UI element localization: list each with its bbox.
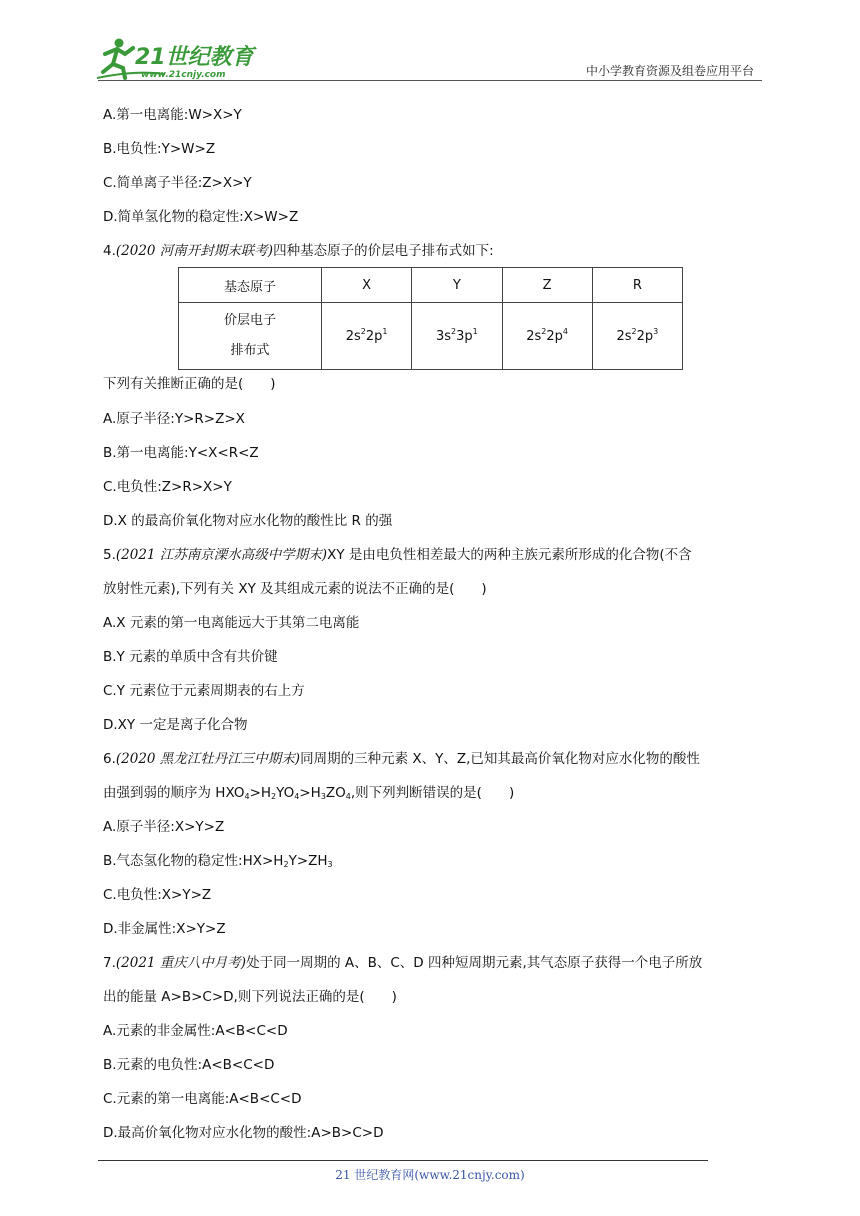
table-header-row bbox=[179, 268, 683, 303]
row-label-line-1: 价层电子 bbox=[223, 313, 276, 328]
q5-option-a: A.X 元素的第一电离能远大于其第二电离能 bbox=[103, 615, 360, 631]
q3-option-a: A.第一电离能:W>X>Y bbox=[103, 107, 242, 123]
q5-stem-line-2: 放射性元素),下列有关 XY 及其组成元素的说法不正确的是( ) bbox=[103, 581, 487, 597]
q6-stem-line-2: 由强到弱的顺序为 $HXO_4>H_2YO_4>H_3ZO_4$,则下列判断错误的是( ) bbox=[103, 785, 515, 801]
q4-option-c: C.电负性:Z>R>X>Y bbox=[103, 479, 232, 495]
q6-number: 6. bbox=[103, 751, 116, 767]
q5-option-d: D.XY 一定是离子化合物 bbox=[103, 717, 248, 733]
q6-stem-text: 同周期的三种元素 X、Y、Z,已知其最高价氧化物对应水化物的酸性 bbox=[300, 751, 700, 767]
site-logo bbox=[95, 34, 265, 82]
q5-stem-text: XY 是由电负性相差最大的两种主族元素所形成的化合物(不含 bbox=[327, 547, 692, 563]
q6-option-a: A.原子半径:X>Y>Z bbox=[103, 819, 225, 835]
config-x: $2s^22p^1$ bbox=[322, 303, 412, 370]
table-atom-r: R bbox=[592, 268, 682, 303]
q4-option-d: D.X 的最高价氧化物对应水化物的酸性比 R 的强 bbox=[103, 513, 393, 529]
acid-hxo4: $HXO_4$ bbox=[215, 785, 250, 801]
q3-option-d: D.简单氢化物的稳定性:X>W>Z bbox=[103, 209, 299, 225]
table-atom-z: Z bbox=[502, 268, 592, 303]
logo-url: www.21cnjy.com bbox=[141, 70, 226, 80]
q5-number: 5. bbox=[103, 547, 116, 563]
q7-stem-line-1 bbox=[103, 954, 702, 972]
table-head-label: 基态原子 bbox=[179, 268, 322, 303]
acid-h2yo4: $H_2YO_4$ bbox=[260, 785, 300, 801]
logo-text: 21世纪教育 bbox=[135, 45, 254, 70]
table-config-row bbox=[179, 303, 683, 370]
q3-option-c: C.简单离子半径:Z>X>Y bbox=[103, 175, 252, 191]
q7-option-a: A.元素的非金属性:A<B<C<D bbox=[103, 1023, 288, 1039]
row-label-line-2: 排布式 bbox=[230, 343, 270, 358]
q4-stem bbox=[103, 242, 494, 260]
platform-title: 中小学教育资源及组卷应用平台 bbox=[585, 64, 754, 78]
q4-stem-text: 四种基态原子的价层电子排布式如下: bbox=[273, 243, 494, 259]
q3-option-b: B.电负性:Y>W>Z bbox=[103, 141, 216, 157]
q4-prompt: 下列有关推断正确的是( ) bbox=[103, 376, 276, 392]
q7-number: 7. bbox=[103, 955, 116, 971]
table-row-label bbox=[179, 303, 322, 370]
electron-config-table bbox=[178, 267, 683, 370]
footer-divider bbox=[98, 1160, 708, 1161]
q7-stem-line-2: 出的能量 A>B>C>D,则下列说法正确的是( ) bbox=[103, 989, 397, 1005]
q4-number: 4. bbox=[103, 243, 116, 259]
acid-h3zo4: $H_3ZO_4$ bbox=[310, 785, 351, 801]
q6-stem-line-1 bbox=[103, 750, 700, 768]
config-r: $2s^22p^3$ bbox=[592, 303, 682, 370]
table-atom-x: X bbox=[322, 268, 412, 303]
q5-option-c: C.Y 元素位于元素周期表的右上方 bbox=[103, 683, 305, 699]
q7-option-d: D.最高价氧化物对应水化物的酸性:A>B>C>D bbox=[103, 1125, 384, 1141]
q6-option-d: D.非金属性:X>Y>Z bbox=[103, 921, 226, 937]
config-y: $3s^23p^1$ bbox=[412, 303, 502, 370]
q7-option-c: C.元素的第一电离能:A<B<C<D bbox=[103, 1091, 302, 1107]
q6-source: (2020 黑龙江牡丹江三中期末) bbox=[115, 751, 301, 767]
footer-link[interactable]: 21 世纪教育网(www.21cnjy.com) bbox=[335, 1168, 525, 1182]
q7-option-b: B.元素的电负性:A<B<C<D bbox=[103, 1057, 275, 1073]
q4-option-b: B.第一电离能:Y<X<R<Z bbox=[103, 445, 259, 461]
q7-stem-text: 处于同一周期的 A、B、C、D 四种短周期元素,其气态原子获得一个电子所放 bbox=[246, 955, 703, 971]
q5-option-b: B.Y 元素的单质中含有共价键 bbox=[103, 649, 278, 665]
q7-source: (2021 重庆八中月考) bbox=[115, 955, 247, 971]
q4-source: (2020 河南开封期末联考) bbox=[115, 243, 274, 259]
q5-source: (2021 江苏南京溧水高级中学期末) bbox=[115, 547, 328, 563]
q6-option-c: C.电负性:X>Y>Z bbox=[103, 887, 212, 903]
table-atom-y: Y bbox=[412, 268, 502, 303]
q6-option-b: B.气态氢化物的稳定性$:HX>H_2Y>ZH_3$ bbox=[103, 853, 333, 869]
q5-stem-line-1 bbox=[103, 546, 692, 564]
config-z: $2s^22p^4$ bbox=[502, 303, 592, 370]
q4-option-a: A.原子半径:Y>R>Z>X bbox=[103, 411, 245, 427]
header-divider bbox=[98, 80, 762, 81]
